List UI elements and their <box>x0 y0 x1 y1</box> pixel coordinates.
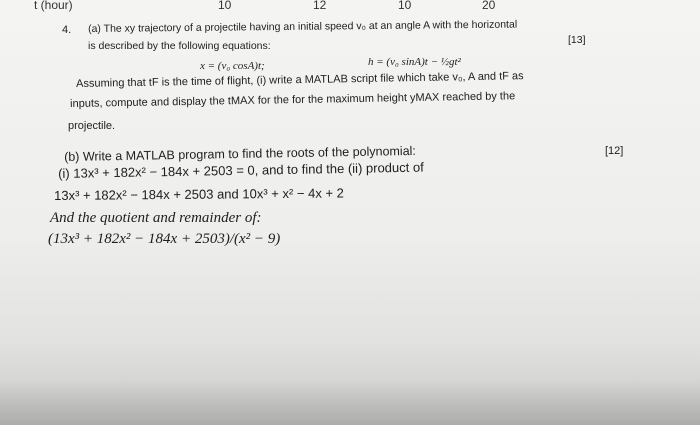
part-b-line-1: (b) Write a MATLAB program to find the roots of the polynomial: <box>64 143 416 164</box>
part-b-line-4: And the quotient and remainder of: <box>50 210 262 226</box>
marks-part-b: [12] <box>605 145 624 157</box>
part-a-line-2: is described by the following equations: <box>88 40 271 52</box>
equation-h: h = (v₀ sinA)t − ½gt² <box>368 56 461 68</box>
assumption-line-3: projectile. <box>68 120 116 132</box>
header-col-5: 20 <box>482 0 496 12</box>
assumption-line-2: inputs, compute and display the tMAX for the for the maximum height yMAX reached by the <box>70 90 516 110</box>
part-b-line-3: 13x³ + 182x² − 184x + 2503 and 10x³ + x² − 4x + 2 <box>54 185 344 203</box>
header-col-hour: t (hour) <box>34 0 73 12</box>
header-col-2: 10 <box>218 0 232 12</box>
paper-shadow <box>0 380 700 425</box>
part-b-line-2: (i) 13x³ + 182x² − 184x + 2503 = 0, and to find the (ii) product of <box>58 159 424 181</box>
equation-x: x = (v₀ cosA)t; <box>200 60 265 72</box>
header-col-4: 10 <box>398 0 412 12</box>
marks-part-a: [13] <box>568 34 586 46</box>
assumption-line-1: Assuming that tF is the time of flight, (i) write a MATLAB script file which take v₀, A and tF as <box>76 70 524 90</box>
part-a-line-1: (a) The xy trajectory of a projectile having an initial speed v₀ at an angle A with the horizontal <box>88 18 518 35</box>
part-b-line-5: (13x³ + 182x² − 184x + 2503)/(x² − 9) <box>48 231 281 247</box>
header-col-3: 12 <box>313 0 327 12</box>
question-number: 4. <box>62 24 72 36</box>
